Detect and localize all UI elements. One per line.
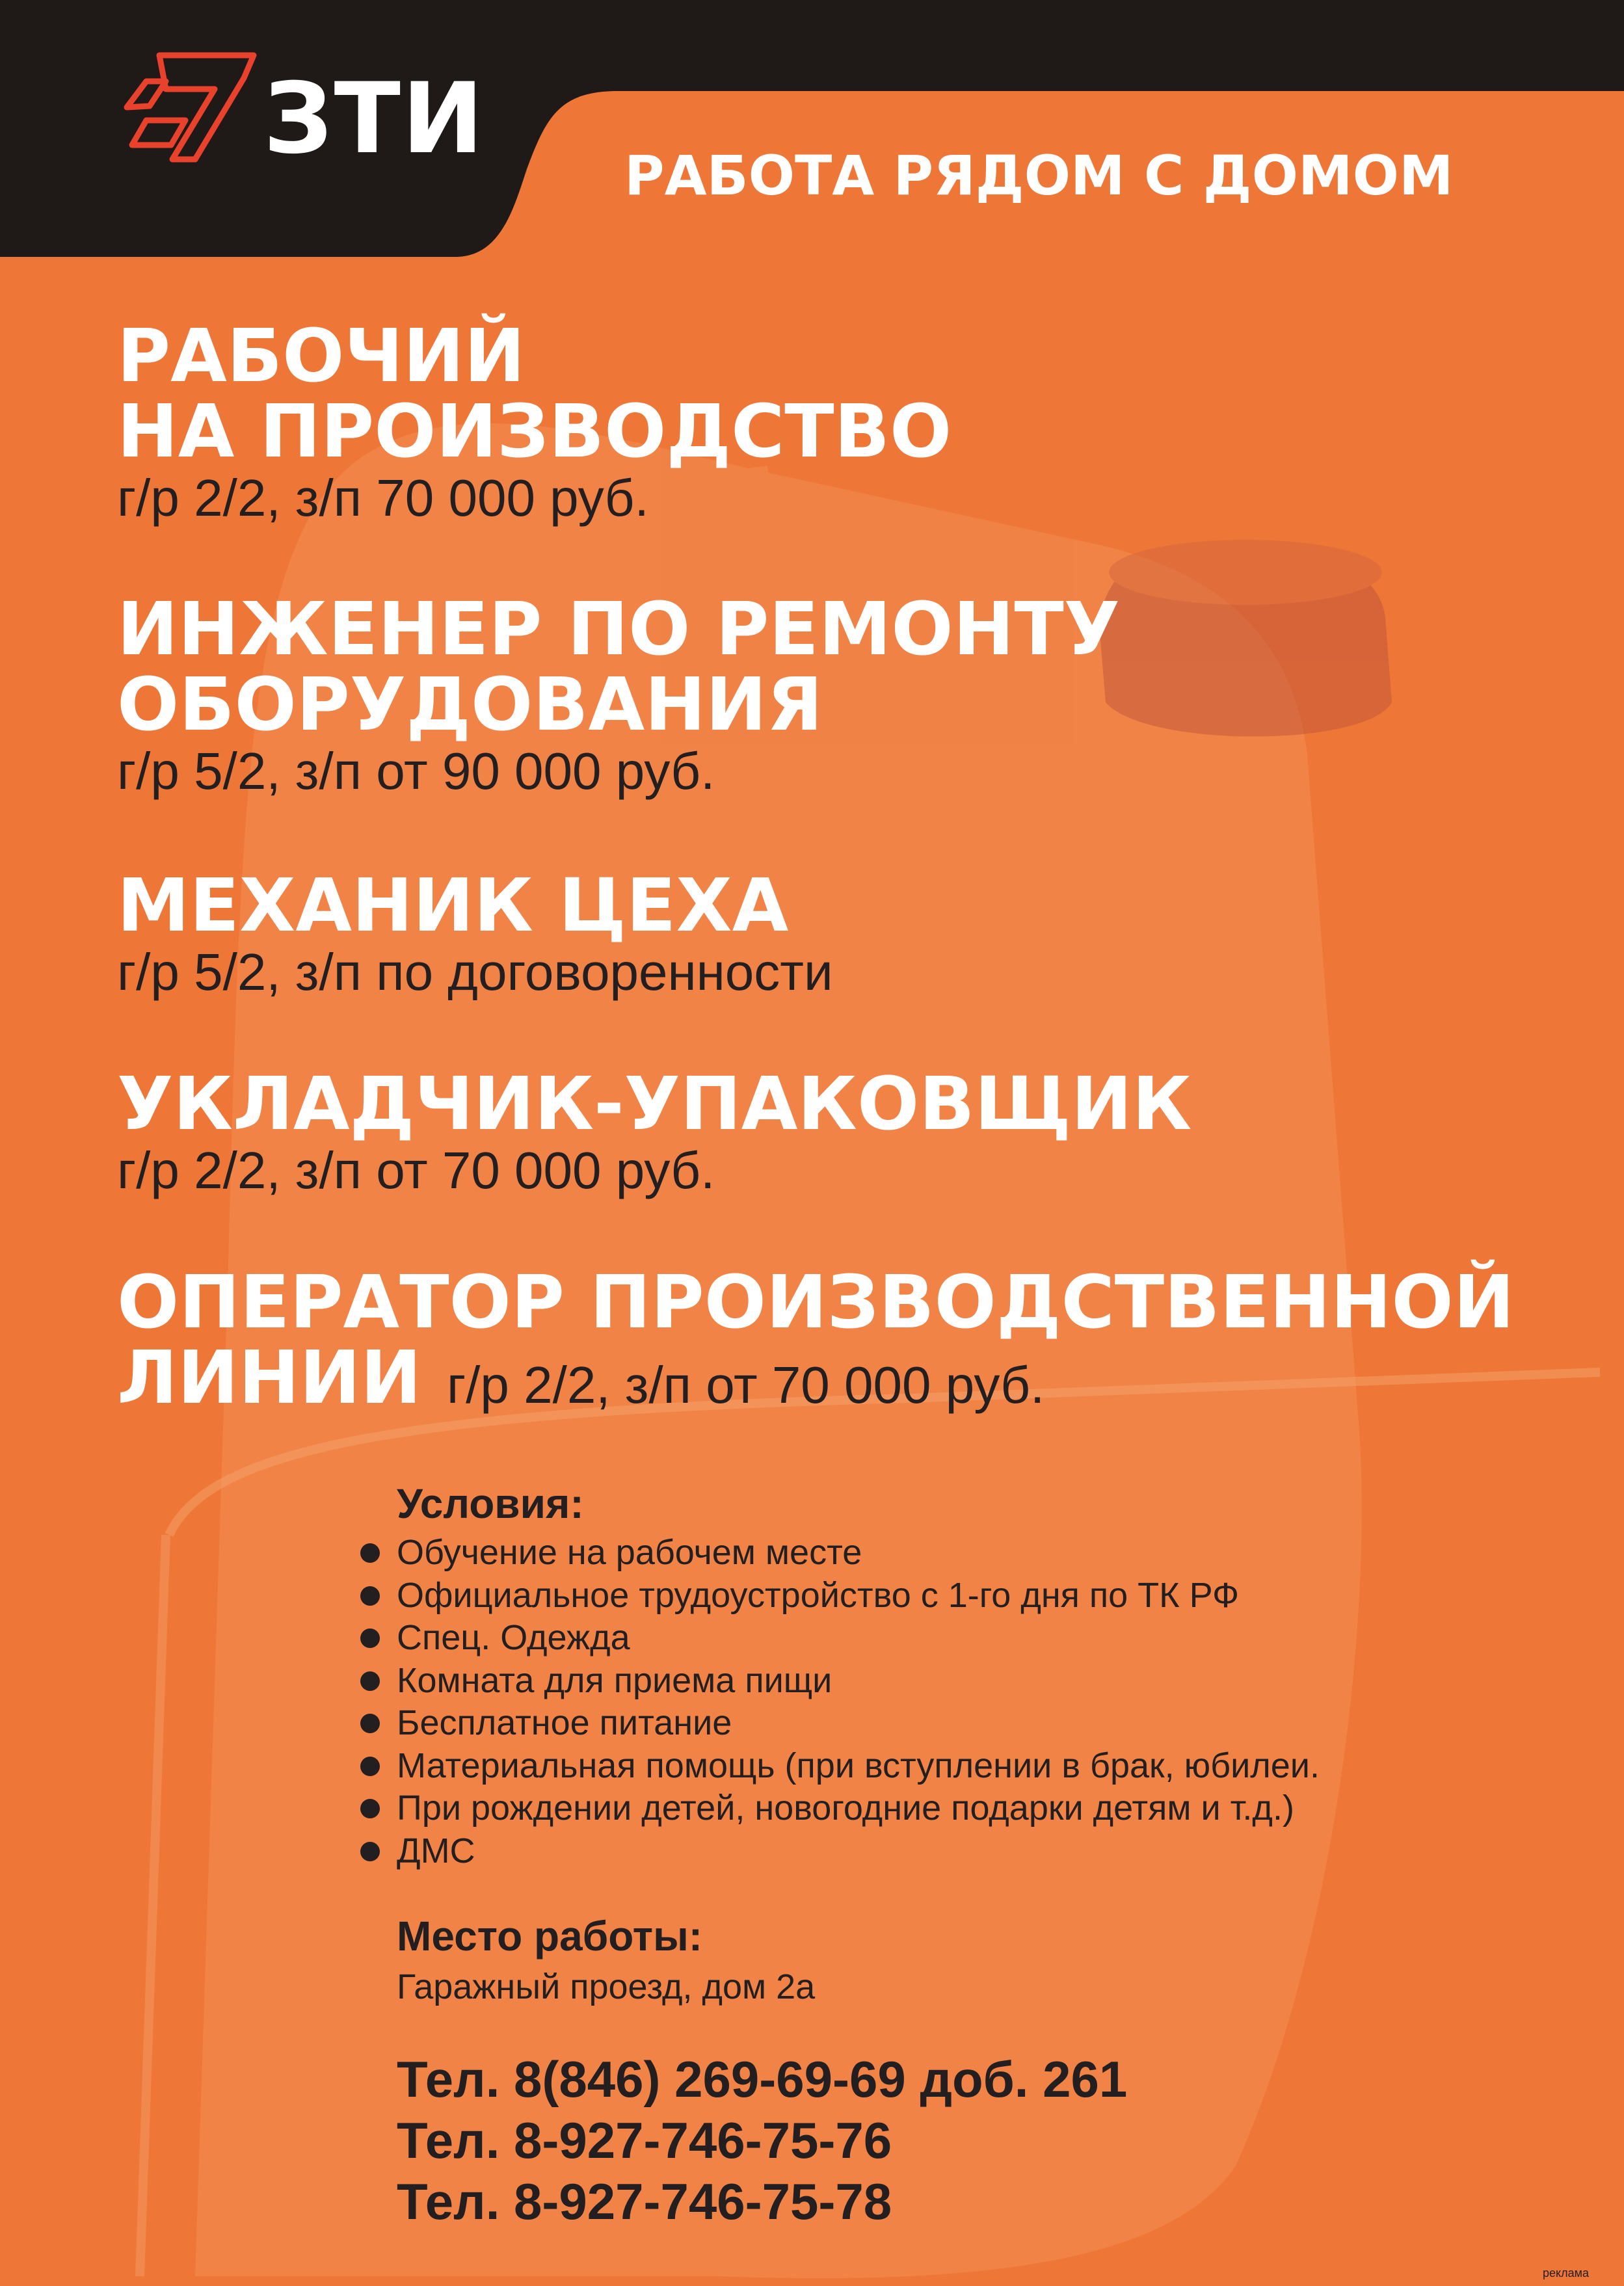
list-item — [358, 1660, 1593, 1703]
vacancy-title: НА ПРОИЗВОДСТВО — [117, 390, 952, 474]
phone-number: Тел. 8(846) 269-69-69 доб. 261 — [397, 2051, 1128, 2108]
condition-text: При рождении детей, новогодние подарки детям и т.д.) — [397, 1788, 1294, 1827]
zti-logo-icon — [120, 49, 257, 163]
vacancy-terms: г/р 2/2, з/п от 70 000 руб. — [117, 1141, 715, 1199]
tagline: РАБОТА РЯДОМ С ДОМОМ — [624, 144, 1454, 207]
vacancy-title: УКЛАДЧИК-УПАКОВЩИК — [117, 1062, 1192, 1147]
list-item — [358, 1575, 1593, 1617]
condition-text: Материальная помощь (при вступлении в брак, юбилеи. — [397, 1746, 1320, 1785]
bullet-icon — [360, 1799, 380, 1818]
phone-list — [397, 2049, 1127, 2232]
ad-mark: реклама — [1543, 2266, 1589, 2279]
bullet-icon — [360, 1842, 380, 1861]
phone-number: Тел. 8-927-746-75-78 — [397, 2173, 892, 2230]
phone-number: Тел. 8-927-746-75-76 — [397, 2112, 892, 2169]
conditions-section — [358, 1480, 1593, 1872]
vacancy-item — [117, 314, 1600, 527]
conditions-list — [358, 1532, 1593, 1872]
list-item — [358, 1532, 1593, 1575]
conditions-heading: Условия: — [397, 1480, 584, 1527]
bullet-icon — [360, 1628, 380, 1648]
vacancy-terms: г/р 2/2, з/п от 70 000 руб. — [446, 1356, 1045, 1414]
vacancy-title: ИНЖЕНЕР ПО РЕМОНТУ — [117, 587, 1121, 672]
bullet-icon — [360, 1714, 380, 1733]
workplace-address: Гаражный проезд, дом 2а — [397, 1967, 816, 2006]
vacancy-item — [117, 587, 1600, 800]
condition-text: Спец. Одежда — [397, 1618, 630, 1657]
list-item — [358, 1787, 1593, 1830]
vacancy-item — [117, 1260, 1600, 1423]
vacancy-title: ОПЕРАТОР ПРОИЗВОДСТВЕННОЙ — [117, 1260, 1515, 1345]
list-item — [358, 1830, 1593, 1873]
vacancy-title: МЕХАНИК ЦЕХА — [117, 864, 789, 948]
bullet-icon — [360, 1757, 380, 1776]
bullet-icon — [360, 1586, 380, 1606]
workplace-section — [397, 1912, 815, 2008]
vacancy-title-line — [117, 1336, 1600, 1423]
bullet-icon — [360, 1543, 380, 1563]
list-item — [358, 1702, 1593, 1745]
brand-name: ЗТИ — [263, 62, 485, 176]
vacancy-item — [117, 864, 1600, 1001]
vacancy-terms: г/р 5/2, з/п по договоренности — [117, 943, 833, 1001]
vacancy-title: ЛИНИИ — [117, 1336, 421, 1420]
bullet-icon — [360, 1671, 380, 1691]
condition-text: Бесплатное питание — [397, 1703, 732, 1742]
condition-text: Комната для приема пищи — [397, 1660, 832, 1700]
condition-text: Обучение на рабочем месте — [397, 1533, 862, 1572]
condition-text: Официальное трудоустройство с 1-го дня по ТК РФ — [397, 1575, 1240, 1615]
condition-text: ДМС — [397, 1831, 475, 1870]
vacancy-terms: г/р 2/2, з/п 70 000 руб. — [117, 469, 649, 527]
vacancy-item — [117, 1062, 1600, 1199]
workplace-heading: Место работы: — [397, 1913, 703, 1960]
list-item — [358, 1745, 1593, 1788]
vacancy-title: РАБОЧИЙ — [117, 314, 526, 399]
vacancy-terms: г/р 5/2, з/п от 90 000 руб. — [117, 742, 715, 800]
list-item — [358, 1617, 1593, 1660]
vacancy-title: ОБОРУДОВАНИЯ — [117, 663, 823, 747]
